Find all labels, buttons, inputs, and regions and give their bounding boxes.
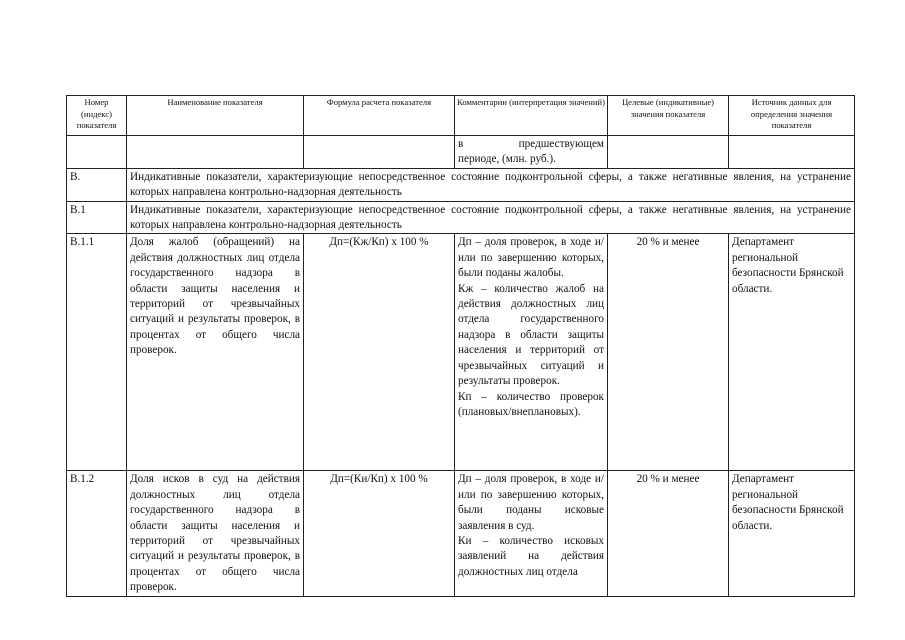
section-row: [67, 168, 855, 201]
continuation-comment-line: периоде, (млн. руб.).: [458, 153, 556, 166]
comment-paragraph: Кп – количество проверок (плановых/внеплановых).: [458, 390, 604, 418]
header-number: Номер (индекс) показателя: [67, 96, 127, 136]
indicator-formula: Дп=(Кж/Кп) х 100 %: [304, 234, 455, 471]
indicator-comments: [455, 234, 608, 471]
comment-paragraph: Кж – количество жалоб на действия должностных лиц отдела государственного надзора в области защиты населения и территорий от чрезвычайных ситуаций и результаты проверок.: [458, 282, 604, 388]
indicator-source: Департамент региональной безопасности Брянской области.: [729, 471, 855, 596]
indicator-name: Доля жалоб (обращений) на действия должностных лиц отдела государственного надзора в области защиты населения и территорий от чрезвычайных ситуаций и результаты проверок, в процентах от общего числа проверок.: [127, 234, 304, 471]
indicator-number: В.1.2: [67, 471, 127, 596]
table-header-row: [67, 96, 855, 136]
continuation-comment-line: в предшествующем: [458, 138, 604, 150]
header-comments: Комментарии (интерпретация значений): [455, 96, 608, 136]
indicator-comments: [455, 471, 608, 596]
table-row: [67, 471, 855, 596]
header-target: Целевые (индикативные) значения показателя: [608, 96, 729, 136]
comment-paragraph: Ки – количество исковых заявлений на действия должностных лиц отдела: [458, 535, 604, 578]
continuation-row: [67, 136, 855, 169]
indicator-name: Доля исков в суд на действия должностных лиц отдела государственного надзора в области защиты населения и территорий от чрезвычайных ситуаций и результаты проверок, в процентах от общего числа проверок.: [127, 471, 304, 596]
section-number: В.1: [67, 201, 127, 234]
section-number: В.: [67, 168, 127, 201]
section-text: Индикативные показатели, характеризующие непосредственное состояние подконтрольной сферы, а также негативные явления, на устранение которых направлена контрольно-надзорная деятельность: [127, 168, 855, 201]
indicator-target: 20 % и менее: [608, 234, 729, 471]
indicator-formula: Дп=(Ки/Кп) х 100 %: [304, 471, 455, 596]
header-formula: Формула расчета показателя: [304, 96, 455, 136]
indicator-source: Департамент региональной безопасности Брянской области.: [729, 234, 855, 471]
indicator-number: В.1.1: [67, 234, 127, 471]
table-row: [67, 234, 855, 471]
section-row: [67, 201, 855, 234]
section-text: Индикативные показатели, характеризующие непосредственное состояние подконтрольной сферы, а также негативные явления, на устранение которых направлена контрольно-надзорная деятельность: [127, 201, 855, 234]
header-name: Наименование показателя: [127, 96, 304, 136]
comment-paragraph: Дп – доля проверок, в ходе и/или по завершению которых, были поданы жалобы.: [458, 236, 604, 280]
comment-paragraph: Дп – доля проверок, в ходе и/или по завершению которых, были поданы исковые заявления в суд.: [458, 473, 604, 532]
continuation-comment: [455, 136, 608, 169]
indicators-table: [66, 95, 855, 597]
header-source: Источник данных для определения значения показателя: [729, 96, 855, 136]
indicator-target: 20 % и менее: [608, 471, 729, 596]
